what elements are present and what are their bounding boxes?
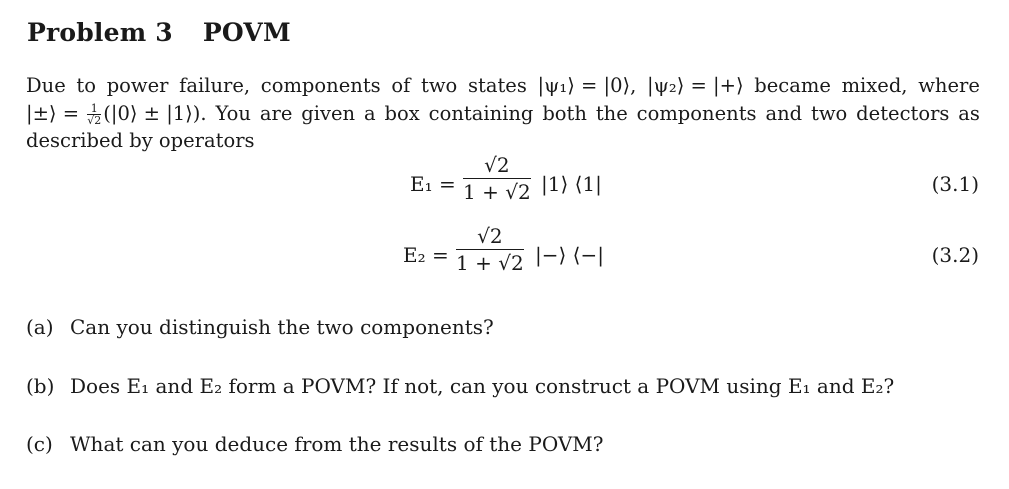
problem-statement: [26, 72, 980, 155]
statement-line-1: [26, 72, 980, 100]
statement-line-3: described by operators: [26, 129, 255, 152]
fraction-numerator: √2: [456, 223, 524, 250]
equation-lhs: E₂ =: [403, 243, 449, 267]
word: mixed,: [841, 74, 908, 97]
question-text: What can you deduce from the results of the POVM?: [70, 432, 604, 456]
inline-fraction: $\frac{1}{√2}$: [87, 101, 102, 127]
question-label: (b): [26, 374, 55, 398]
word: components: [260, 74, 381, 97]
word: given: [301, 101, 356, 125]
equation-number: (3.2): [931, 243, 979, 267]
word: of: [391, 74, 411, 97]
word: two: [811, 101, 848, 125]
word: both: [542, 101, 587, 125]
fraction-numerator: √2: [463, 152, 531, 179]
word: detectors: [856, 101, 950, 125]
word: box: [384, 101, 420, 125]
question-b: [26, 374, 894, 398]
word: power: [106, 74, 169, 97]
fraction-denominator: 1 + √2: [463, 180, 531, 204]
statement-line-2: [26, 100, 980, 128]
word: failure,: [179, 74, 251, 97]
state-psi2: |ψ₂⟩ = |+⟩: [647, 74, 744, 97]
word: became: [754, 74, 831, 97]
word: containing: [428, 101, 534, 125]
word: Due: [26, 74, 66, 97]
equation-3-1: [0, 150, 1009, 210]
word: You: [215, 101, 251, 125]
question-text: Does E₁ and E₂ form a POVM? If not, can you construct a POVM using E₁ and E₂?: [70, 374, 895, 398]
state-psi1: |ψ₁⟩ = |0⟩,: [537, 74, 637, 97]
plus-minus-definition: |±⟩ = $\frac{1}{√2}$ (|0⟩ ± |1⟩).: [26, 101, 207, 127]
equation-fraction: [463, 152, 531, 205]
word: and: [765, 101, 803, 125]
question-c: [26, 432, 604, 456]
problem-topic: POVM: [202, 18, 291, 47]
word: as: [958, 101, 980, 125]
word: a: [364, 101, 376, 125]
problem-heading: [27, 18, 291, 47]
question-text: Can you distinguish the two components?: [70, 315, 494, 339]
question-a: [26, 315, 494, 339]
equation-fraction: [456, 223, 524, 276]
equation-number: (3.1): [931, 172, 979, 196]
projector-operator: |−⟩ ⟨−|: [535, 243, 604, 267]
equation-lhs: E₁ =: [410, 172, 456, 196]
question-label: (a): [26, 315, 54, 339]
word: where: [918, 74, 980, 97]
question-label: (c): [26, 432, 53, 456]
word: the: [595, 101, 628, 125]
word: to: [76, 74, 96, 97]
word: components: [636, 101, 757, 125]
fraction-denominator: 1 + √2: [456, 251, 524, 275]
projector-operator: |1⟩ ⟨1|: [541, 172, 602, 196]
word: are: [259, 101, 293, 125]
problem-number: Problem 3: [27, 18, 173, 47]
word: states: [467, 74, 527, 97]
word: two: [421, 74, 458, 97]
equation-3-2: [0, 222, 1009, 282]
